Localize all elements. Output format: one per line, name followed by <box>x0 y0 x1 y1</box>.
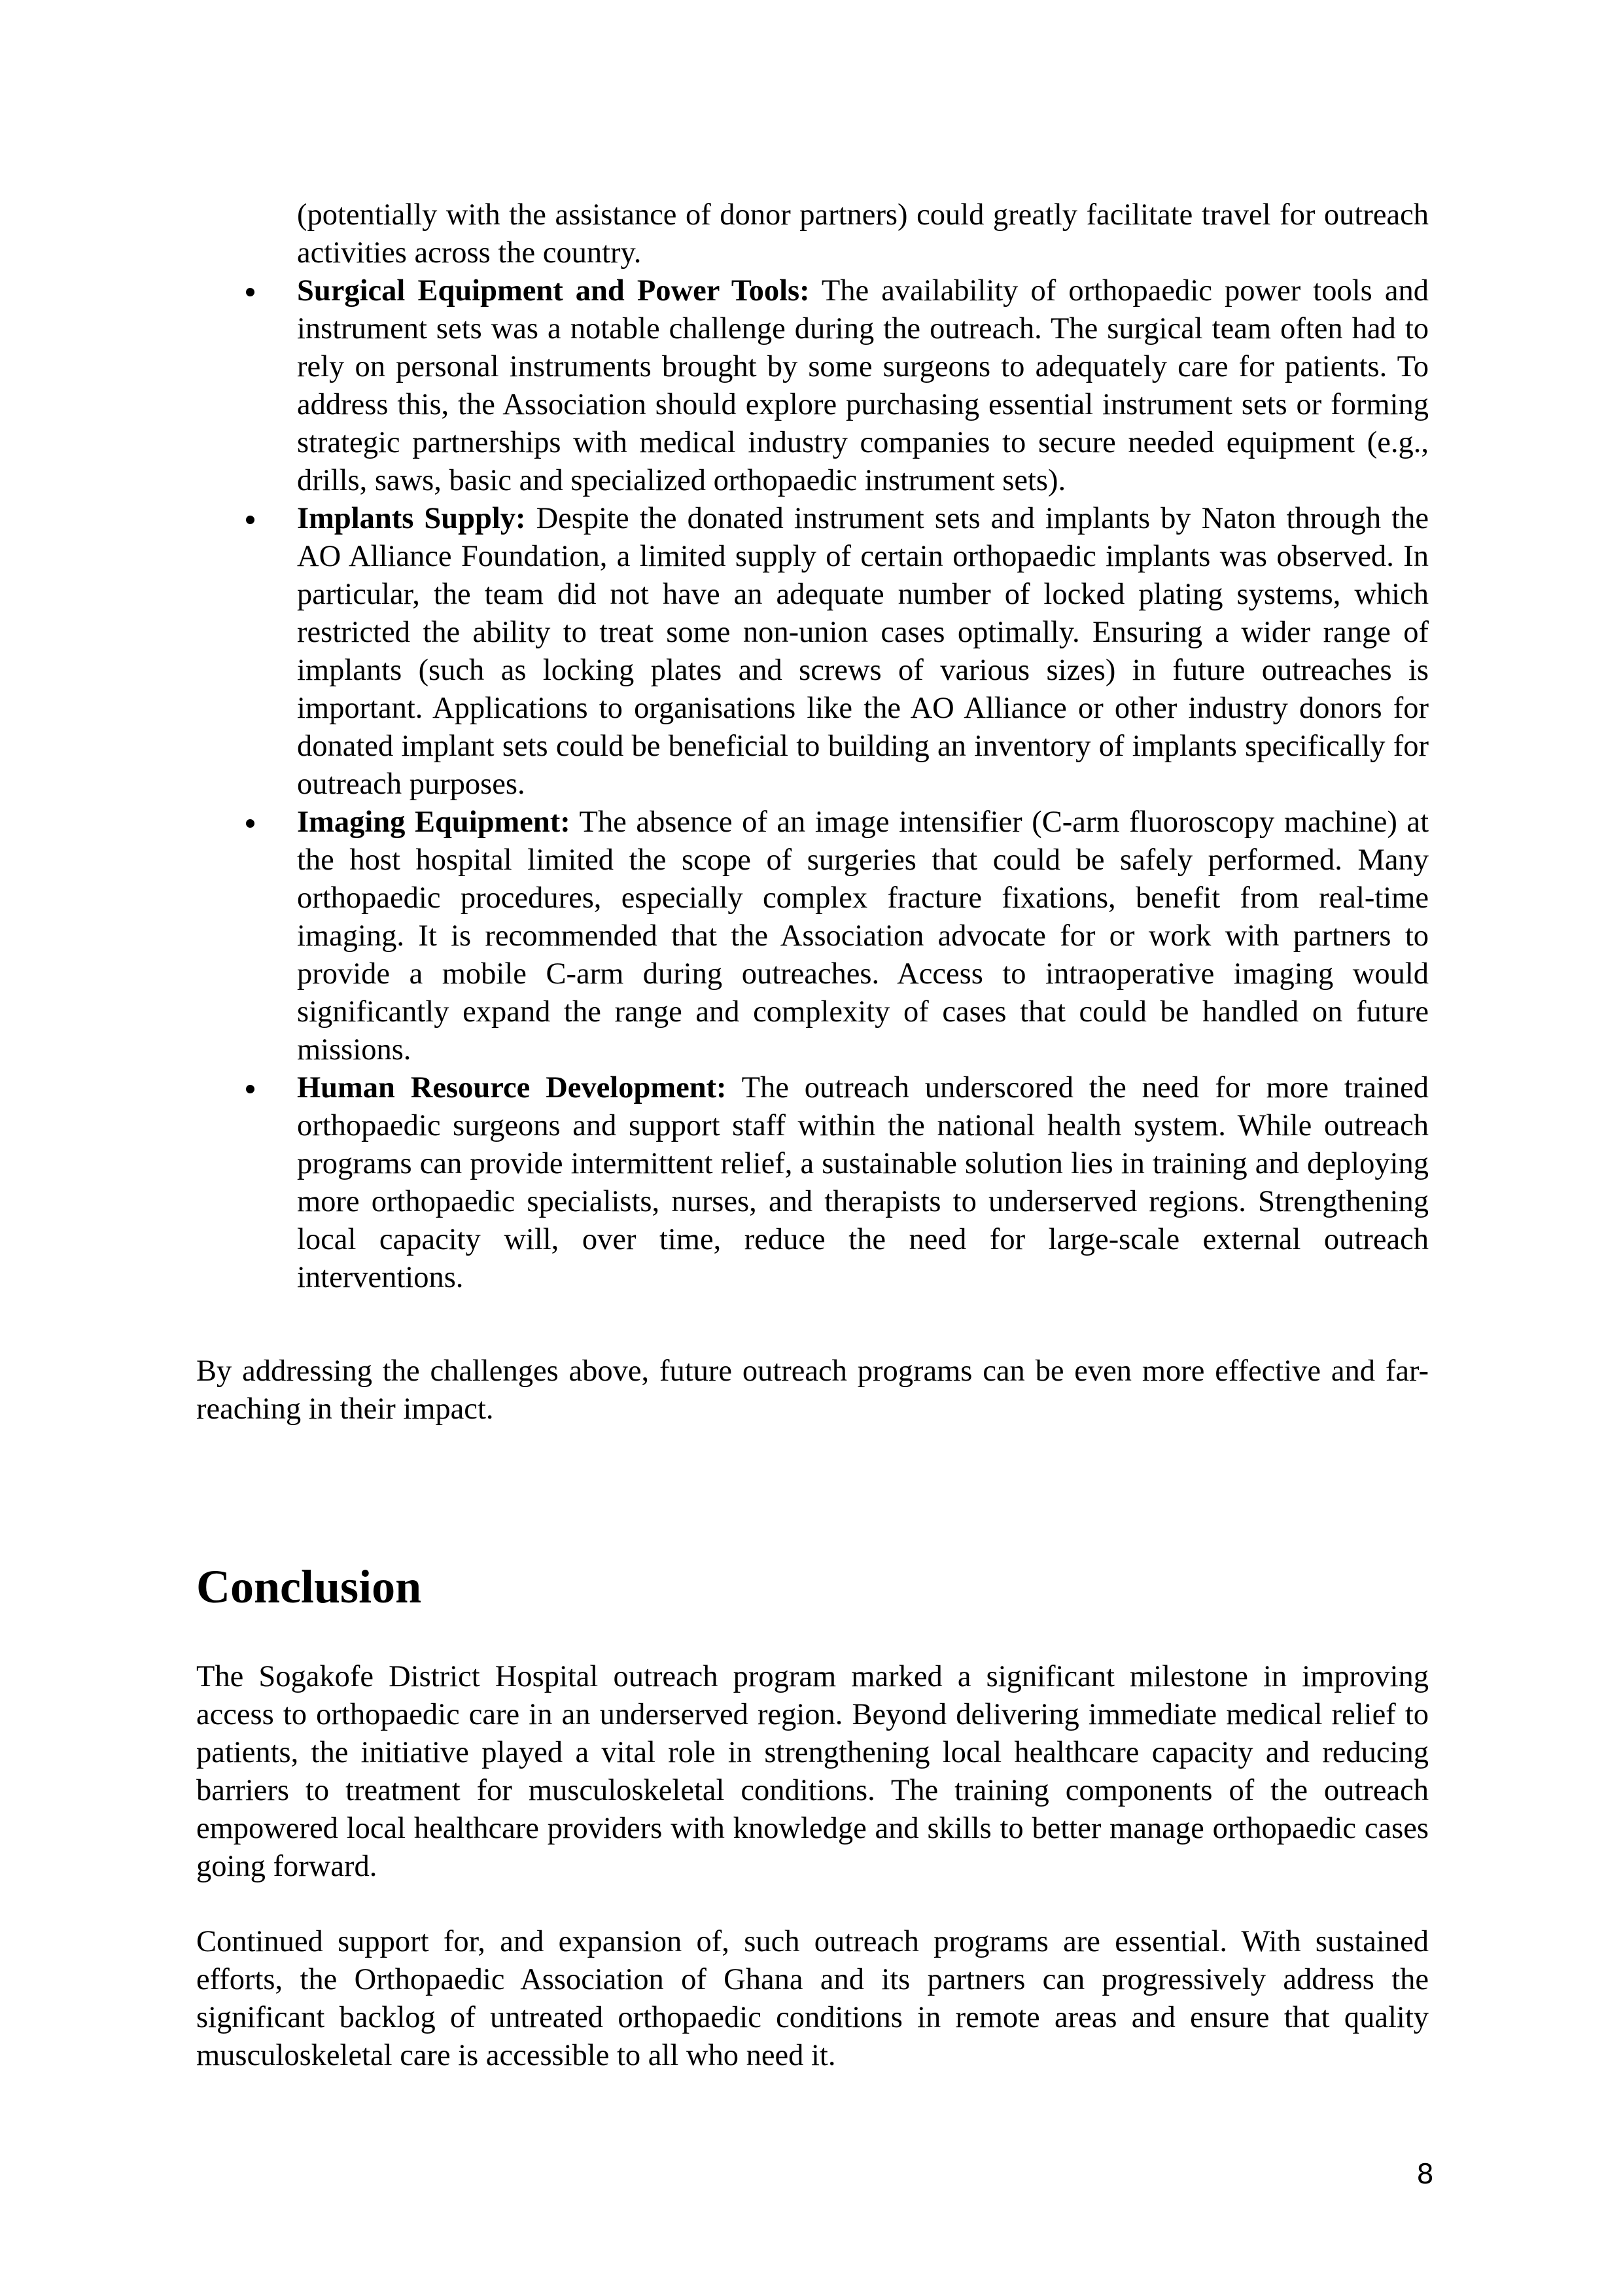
addressing-paragraph: By addressing the challenges above, future outreach programs can be even more effective and far-reaching in their impact. <box>196 1354 1429 1426</box>
bullet-title: Surgical Equipment and Power Tools: <box>297 274 810 308</box>
bullet-icon <box>242 500 262 538</box>
list-item-implants-supply <box>196 500 1429 804</box>
bullet-icon <box>242 1069 262 1107</box>
continuation-paragraph: (potentially with the assistance of donor partners) could greatly facilitate travel for outreach activities across the country. <box>297 198 1429 270</box>
bullet-title: Imaging Equipment: <box>297 805 570 839</box>
page-number: 8 <box>1416 2158 1434 2190</box>
list-item-human-resource <box>196 1069 1429 1297</box>
bullet-text: Despite the donated instrument sets and implants by Naton through the AO Alliance Foundation, a limited supply of certain orthopaedic implants was observed. In particular, the team did not have an adequate number of locked plating systems, which restricted the ability to treat some non-union cases optimally. Ensuring a wider range of implants (such as locking plates and screws of various sizes) in future outreaches is important. Applications to organisations like the AO Alliance or other industry donors for donated implant sets could be beneficial to building an inventory of implants specifically for outreach purposes. <box>297 502 1429 801</box>
bullet-title: Implants Supply: <box>297 502 526 535</box>
recommendations-list <box>196 272 1429 1297</box>
bullet-text: The outreach underscored the need for more trained orthopaedic surgeons and support staff within the national health system. While outreach programs can provide intermittent relief, a sustainable solution lies in training and deploying more orthopaedic specialists, nurses, and therapists to underserved regions. Strengthening local capacity will, over time, reduce the need for large-scale external outreach interventions. <box>297 1071 1429 1294</box>
bullet-text: The absence of an image intensifier (C-arm fluoroscopy machine) at the host hospital limited the scope of surgeries that could be safely performed. Many orthopaedic procedures, especially complex fracture fixations, benefit from real-time imaging. It is recommended that the Association advocate for or work with partners to provide a mobile C-arm during outreaches. Access to intraoperative imaging would significantly expand the range and complexity of cases that could be handled on future missions. <box>297 805 1429 1067</box>
bullet-title: Human Resource Development: <box>297 1071 727 1104</box>
bullet-text: The availability of orthopaedic power tools and instrument sets was a notable challenge during the outreach. The surgical team often had to rely on personal instruments brought by some surgeons to adequately care for patients. To address this, the Association should explore purchasing essential instrument sets or forming strategic partnerships with medical industry companies to secure needed equipment (e.g., drills, saws, basic and specialized orthopaedic instrument sets). <box>297 274 1429 497</box>
list-item-surgical-equipment <box>196 272 1429 500</box>
bullet-icon <box>242 804 262 841</box>
conclusion-paragraph-1: The Sogakofe District Hospital outreach program marked a significant milestone in improving access to orthopaedic care in an underserved region. Beyond delivering immediate medical relief to patients, the initiative played a vital role in strengthening local healthcare capacity and reducing barriers to treatment for musculoskeletal conditions. The training components of the outreach empowered local healthcare providers with knowledge and skills to better manage orthopaedic cases going forward. <box>196 1660 1429 1883</box>
conclusion-paragraph-2: Continued support for, and expansion of, such outreach programs are essential. With sustained efforts, the Orthopaedic Association of Ghana and its partners can progressively address the significant backlog of untreated orthopaedic conditions in remote areas and ensure that quality musculoskeletal care is accessible to all who need it. <box>196 1925 1429 2072</box>
bullet-icon <box>242 272 262 310</box>
list-item-imaging-equipment <box>196 804 1429 1069</box>
conclusion-heading: Conclusion <box>196 1561 422 1613</box>
